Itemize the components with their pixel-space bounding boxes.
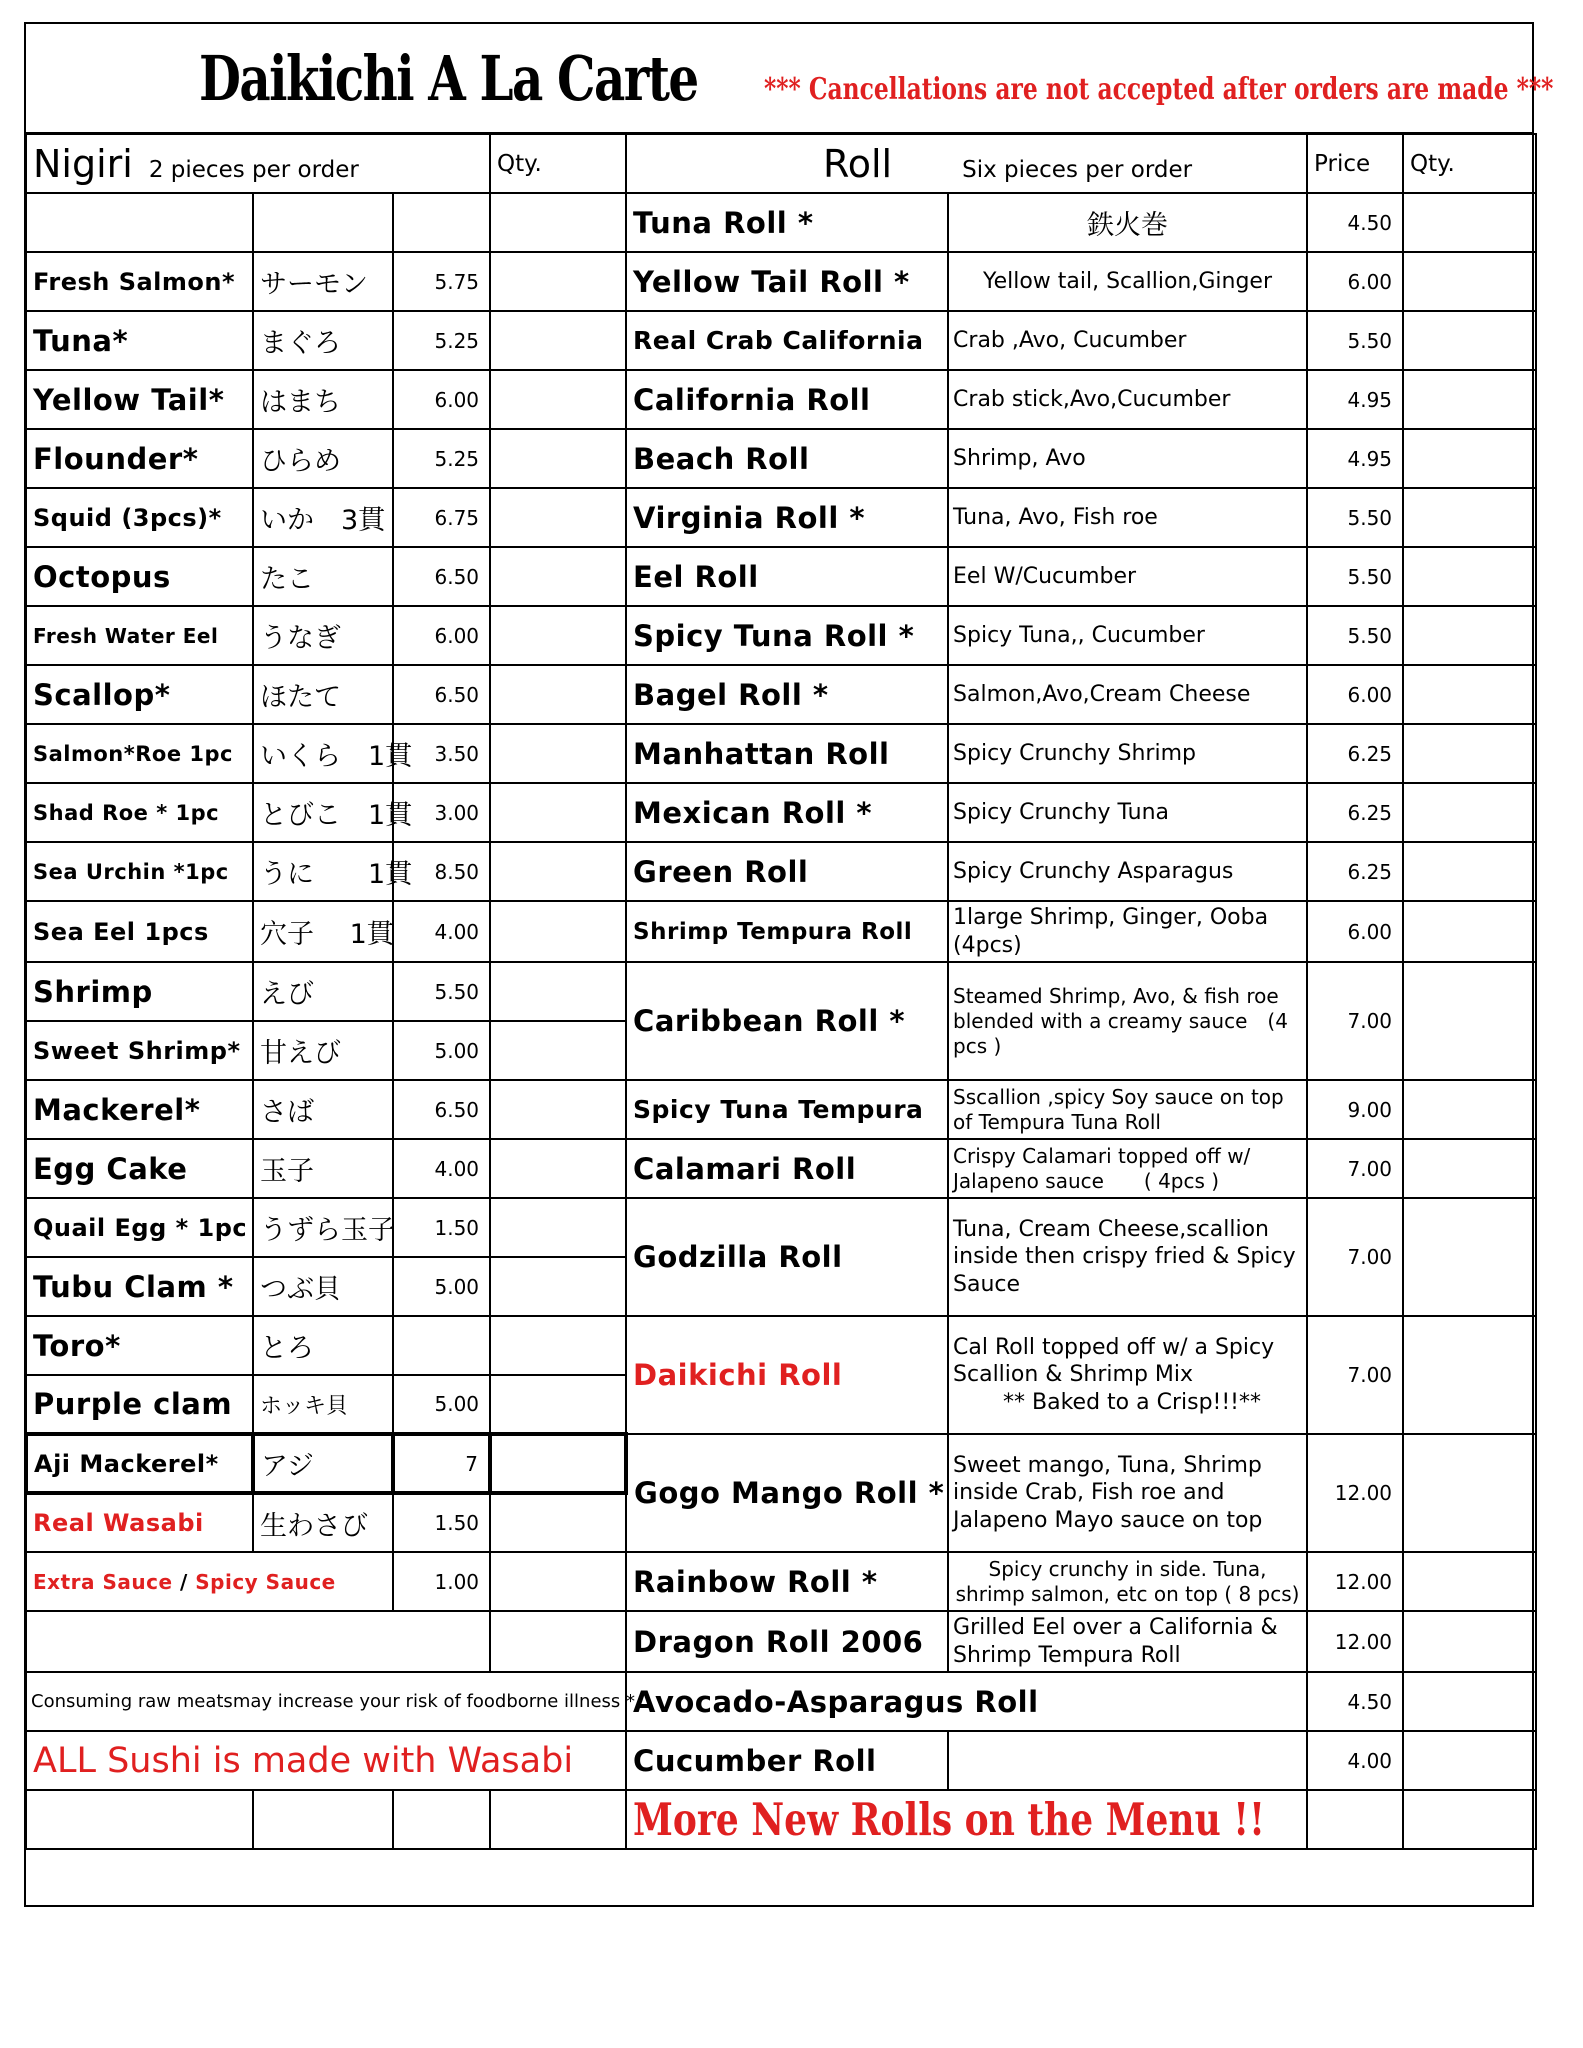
nigiri-jp: たこ xyxy=(253,547,393,606)
table-row xyxy=(26,1552,1536,1611)
qty-cell[interactable] xyxy=(1403,1611,1536,1672)
nigiri-price: 5.00 xyxy=(393,1375,490,1434)
nigiri-name: Tubu Clam * xyxy=(26,1257,253,1316)
roll-desc: Grilled Eel over a California & Shrimp Tempura Roll xyxy=(948,1611,1307,1672)
roll-price: 4.50 xyxy=(1307,193,1403,252)
qty-cell[interactable] xyxy=(1403,783,1536,842)
roll-label: Roll xyxy=(823,141,893,186)
nigiri-name: Sweet Shrimp* xyxy=(26,1021,253,1080)
roll-desc: Shrimp, Avo xyxy=(948,429,1307,488)
qty-cell[interactable] xyxy=(490,193,626,252)
qty-cell[interactable] xyxy=(1403,1434,1536,1552)
roll-subtitle: Six pieces per order xyxy=(962,156,1193,183)
qty-cell[interactable] xyxy=(1403,252,1536,311)
nigiri-jp: ひらめ xyxy=(253,429,393,488)
nigiri-jp: サーモン xyxy=(253,252,393,311)
nigiri-jp: いか 3貫 xyxy=(253,488,393,547)
roll-price: 6.00 xyxy=(1307,665,1403,724)
table-row xyxy=(26,1316,1536,1375)
nigiri-price: 4.00 xyxy=(393,901,490,962)
roll-desc: Sweet mango, Tuna, Shrimp inside Crab, Fish roe and Jalapeno Mayo sauce on top xyxy=(948,1434,1307,1552)
roll-name: Tuna Roll * xyxy=(626,193,948,252)
wasabi-note: ALL Sushi is made with Wasabi xyxy=(26,1731,626,1790)
roll-name: Calamari Roll xyxy=(626,1139,948,1198)
table-row xyxy=(26,547,1536,606)
roll-name: Green Roll xyxy=(626,842,948,901)
more-rolls-cell xyxy=(626,1790,1307,1849)
nigiri-price xyxy=(393,1316,490,1375)
roll-price: 6.00 xyxy=(1307,252,1403,311)
qty-cell[interactable] xyxy=(490,1434,626,1493)
table-row xyxy=(26,193,1536,252)
nigiri-jp: アジ xyxy=(253,1434,393,1493)
qty-cell[interactable] xyxy=(1403,665,1536,724)
table-row xyxy=(26,783,1536,842)
nigiri-name: Quail Egg * 1pc xyxy=(26,1198,253,1257)
roll-desc: Crab stick,Avo,Cucumber xyxy=(948,370,1307,429)
roll-price: 4.50 xyxy=(1307,1672,1403,1731)
nigiri-price: 1.50 xyxy=(393,1198,490,1257)
nigiri-price: 4.00 xyxy=(393,1139,490,1198)
roll-name: Eel Roll xyxy=(626,547,948,606)
nigiri-name: Egg Cake xyxy=(26,1139,253,1198)
qty-cell[interactable] xyxy=(1403,1139,1536,1198)
qty-cell[interactable] xyxy=(490,311,626,370)
nigiri-name: Sea Eel 1pcs xyxy=(26,901,253,962)
nigiri-name: Mackerel* xyxy=(26,1080,253,1139)
qty-cell[interactable] xyxy=(1403,193,1536,252)
nigiri-name: Fresh Salmon* xyxy=(26,252,253,311)
roll-price: 12.00 xyxy=(1307,1611,1403,1672)
table-row xyxy=(26,1672,1536,1731)
roll-name: Real Crab California xyxy=(626,311,948,370)
qty-cell[interactable] xyxy=(490,429,626,488)
roll-price: 7.00 xyxy=(1307,1139,1403,1198)
qty-cell[interactable] xyxy=(490,1257,626,1316)
nigiri-header xyxy=(26,134,490,193)
qty-cell[interactable] xyxy=(490,252,626,311)
roll-name: Spicy Tuna Roll * xyxy=(626,606,948,665)
qty-cell[interactable] xyxy=(490,901,626,962)
table-row xyxy=(26,962,1536,1021)
roll-name: Dragon Roll 2006 xyxy=(626,1611,948,1672)
roll-desc: Eel W/Cucumber xyxy=(948,547,1307,606)
roll-price: 4.95 xyxy=(1307,429,1403,488)
nigiri-jp: まぐろ xyxy=(253,311,393,370)
nigiri-price: 3.00 xyxy=(393,783,490,842)
roll-price: 12.00 xyxy=(1307,1434,1403,1552)
roll-desc: 1large Shrimp, Ginger, Ooba (4pcs) xyxy=(948,901,1307,962)
nigiri-jp: 甘えび xyxy=(253,1021,393,1080)
roll-name: California Roll xyxy=(626,370,948,429)
roll-name-featured: Daikichi Roll xyxy=(626,1316,948,1434)
roll-desc: Tuna, Cream Cheese,scallion inside then crispy fried & Spicy Sauce xyxy=(948,1198,1307,1316)
qty-cell[interactable] xyxy=(490,1080,626,1139)
table-row xyxy=(26,842,1536,901)
nigiri-price: 5.00 xyxy=(393,1257,490,1316)
roll-price: 6.25 xyxy=(1307,842,1403,901)
nigiri-price: 6.50 xyxy=(393,547,490,606)
roll-desc: Spicy Tuna,, Cucumber xyxy=(948,606,1307,665)
qty-cell[interactable] xyxy=(490,1790,626,1849)
nigiri-jp: さば xyxy=(253,1080,393,1139)
roll-name: Mexican Roll * xyxy=(626,783,948,842)
nigiri-jp: いくら 1貫 xyxy=(253,724,393,783)
roll-price: 6.25 xyxy=(1307,724,1403,783)
sauce-item: Extra Sauce / Spicy Sauce xyxy=(26,1552,393,1611)
qty-cell[interactable] xyxy=(490,842,626,901)
nigiri-price: 6.00 xyxy=(393,370,490,429)
roll-price: 7.00 xyxy=(1307,1198,1403,1316)
qty-cell[interactable] xyxy=(490,1493,626,1552)
nigiri-price: 5.75 xyxy=(393,252,490,311)
nigiri-price: 5.50 xyxy=(393,962,490,1021)
table-row xyxy=(26,901,1536,962)
nigiri-name: Scallop* xyxy=(26,665,253,724)
table-row xyxy=(26,488,1536,547)
table-row xyxy=(26,252,1536,311)
nigiri-name: Shrimp xyxy=(26,962,253,1021)
qty-cell[interactable] xyxy=(490,1611,626,1672)
menu-table xyxy=(24,133,1537,1850)
roll-price: 6.00 xyxy=(1307,901,1403,962)
roll-name: Avocado-Asparagus Roll xyxy=(626,1672,1307,1731)
roll-name: Godzilla Roll xyxy=(626,1198,948,1316)
cancellation-note: *** Cancellations are not accepted after orders are made *** xyxy=(764,72,1554,107)
qty-cell[interactable] xyxy=(1403,606,1536,665)
nigiri-jp: はまち xyxy=(253,370,393,429)
roll-desc: Yellow tail, Scallion,Ginger xyxy=(948,252,1307,311)
qty-cell[interactable] xyxy=(1403,1731,1536,1790)
roll-desc: Spicy crunchy in side. Tuna, shrimp salmon, etc on top ( 8 pcs) xyxy=(948,1552,1307,1611)
roll-name: Manhattan Roll xyxy=(626,724,948,783)
raw-food-warning: Consuming raw meatsmay increase your risk of foodborne illness * xyxy=(26,1672,626,1731)
nigiri-name: Sea Urchin *1pc xyxy=(26,842,253,901)
roll-desc: Salmon,Avo,Cream Cheese xyxy=(948,665,1307,724)
qty-cell[interactable] xyxy=(1403,1316,1536,1434)
roll-desc: Cal Roll topped off w/ a Spicy Scallion & Shrimp Mix ** Baked to a Crisp!!!** xyxy=(948,1316,1307,1434)
nigiri-jp: とろ xyxy=(253,1316,393,1375)
roll-desc: 鉄火巻 xyxy=(948,193,1307,252)
qty-cell[interactable] xyxy=(490,1375,626,1434)
qty-cell[interactable] xyxy=(490,370,626,429)
qty-cell[interactable] xyxy=(490,1552,626,1611)
qty-cell[interactable] xyxy=(490,1021,626,1080)
roll-price: 7.00 xyxy=(1307,962,1403,1080)
nigiri-price: 6.50 xyxy=(393,665,490,724)
table-row xyxy=(26,1611,1536,1672)
roll-desc: Spicy Crunchy Shrimp xyxy=(948,724,1307,783)
page-title: Daikichi A La Carte xyxy=(199,42,698,115)
roll-name: Caribbean Roll * xyxy=(626,962,948,1080)
roll-header xyxy=(626,134,1307,193)
roll-name: Shrimp Tempura Roll xyxy=(626,901,948,962)
table-row xyxy=(26,429,1536,488)
nigiri-price: 8.50 xyxy=(393,842,490,901)
roll-name: Yellow Tail Roll * xyxy=(626,252,948,311)
roll-price: 6.25 xyxy=(1307,783,1403,842)
nigiri-price: 7 xyxy=(393,1434,490,1493)
nigiri-jp: うに 1貫 xyxy=(253,842,393,901)
qty-cell[interactable] xyxy=(1403,429,1536,488)
qty-cell[interactable] xyxy=(1403,488,1536,547)
qty-cell[interactable] xyxy=(1403,1198,1536,1316)
nigiri-name: Salmon*Roe 1pc xyxy=(26,724,253,783)
roll-price: 7.00 xyxy=(1307,1316,1403,1434)
nigiri-price: 5.25 xyxy=(393,429,490,488)
more-rolls-note: More New Rolls on the Menu !! xyxy=(633,1793,1265,1846)
nigiri-price: 6.00 xyxy=(393,606,490,665)
roll-desc: Steamed Shrimp, Avo, & fish roe blended with a creamy sauce (4 pcs ) xyxy=(948,962,1307,1080)
qty-cell[interactable] xyxy=(490,488,626,547)
roll-name: Virginia Roll * xyxy=(626,488,948,547)
nigiri-jp: えび xyxy=(253,962,393,1021)
price-header: Price xyxy=(1307,134,1403,193)
roll-desc: Spicy Crunchy Tuna xyxy=(948,783,1307,842)
nigiri-name: Tuna* xyxy=(26,311,253,370)
roll-price: 9.00 xyxy=(1307,1080,1403,1139)
table-row xyxy=(26,1139,1536,1198)
nigiri-jp: うなぎ xyxy=(253,606,393,665)
nigiri-price: 6.50 xyxy=(393,1080,490,1139)
roll-price: 4.95 xyxy=(1307,370,1403,429)
nigiri-name: Purple clam xyxy=(26,1375,253,1434)
menu-header xyxy=(24,22,1554,134)
table-row xyxy=(26,1434,1536,1493)
nigiri-name: Shad Roe * 1pc xyxy=(26,783,253,842)
qty-cell[interactable] xyxy=(1403,842,1536,901)
qty-cell[interactable] xyxy=(1403,901,1536,962)
qty-header-right: Qty. xyxy=(1403,134,1536,193)
nigiri-price: 6.75 xyxy=(393,488,490,547)
qty-cell[interactable] xyxy=(490,665,626,724)
nigiri-name: Yellow Tail* xyxy=(26,370,253,429)
roll-price: 4.00 xyxy=(1307,1731,1403,1790)
table-row xyxy=(26,665,1536,724)
column-header-row xyxy=(26,134,1536,193)
table-row xyxy=(26,1198,1536,1257)
roll-name: Beach Roll xyxy=(626,429,948,488)
nigiri-price: 3.50 xyxy=(393,724,490,783)
nigiri-name: Toro* xyxy=(26,1316,253,1375)
table-row xyxy=(26,1790,1536,1849)
nigiri-price: 5.00 xyxy=(393,1021,490,1080)
roll-price: 5.50 xyxy=(1307,311,1403,370)
nigiri-label: Nigiri xyxy=(33,141,133,186)
qty-cell[interactable] xyxy=(1403,1080,1536,1139)
roll-name: Bagel Roll * xyxy=(626,665,948,724)
table-row xyxy=(26,1731,1536,1790)
roll-price: 5.50 xyxy=(1307,488,1403,547)
qty-cell[interactable] xyxy=(490,1316,626,1375)
roll-desc: Crispy Calamari topped off w/ Jalapeno sauce ( 4pcs ) xyxy=(948,1139,1307,1198)
roll-name: Spicy Tuna Tempura xyxy=(626,1080,948,1139)
qty-cell[interactable] xyxy=(1403,1672,1536,1731)
roll-desc: Sscallion ,spicy Soy sauce on top of Tempura Tuna Roll xyxy=(948,1080,1307,1139)
roll-name: Cucumber Roll xyxy=(626,1731,948,1790)
qty-cell[interactable] xyxy=(1403,547,1536,606)
qty-cell[interactable] xyxy=(490,1139,626,1198)
nigiri-name: Octopus xyxy=(26,547,253,606)
nigiri-price: 1.50 xyxy=(393,1493,490,1552)
qty-cell[interactable] xyxy=(490,1198,626,1257)
roll-name: Gogo Mango Roll * xyxy=(626,1434,948,1552)
qty-cell[interactable] xyxy=(490,606,626,665)
qty-header-left: Qty. xyxy=(490,134,626,193)
roll-desc: Crab ,Avo, Cucumber xyxy=(948,311,1307,370)
nigiri-name: Aji Mackerel* xyxy=(26,1434,253,1493)
nigiri-jp: 玉子 xyxy=(253,1139,393,1198)
qty-cell[interactable] xyxy=(1403,962,1536,1080)
table-row xyxy=(26,606,1536,665)
roll-price: 5.50 xyxy=(1307,547,1403,606)
nigiri-name: Fresh Water Eel xyxy=(26,606,253,665)
nigiri-jp: 穴子 1貫 xyxy=(253,901,393,962)
table-row xyxy=(26,311,1536,370)
qty-cell[interactable] xyxy=(490,783,626,842)
qty-cell[interactable] xyxy=(1403,311,1536,370)
qty-cell[interactable] xyxy=(1403,370,1536,429)
nigiri-jp: とびこ 1貫 xyxy=(253,783,393,842)
qty-cell[interactable] xyxy=(1403,1790,1536,1849)
nigiri-jp: つぶ貝 xyxy=(253,1257,393,1316)
nigiri-name: Real Wasabi xyxy=(26,1493,253,1552)
nigiri-price: 5.25 xyxy=(393,311,490,370)
qty-cell[interactable] xyxy=(1403,724,1536,783)
qty-cell[interactable] xyxy=(490,962,626,1021)
nigiri-name: Squid (3pcs)* xyxy=(26,488,253,547)
nigiri-name: Flounder* xyxy=(26,429,253,488)
nigiri-jp: 生わさび xyxy=(253,1493,393,1552)
nigiri-jp: うずら玉子 xyxy=(253,1198,393,1257)
table-row xyxy=(26,370,1536,429)
roll-desc: Tuna, Avo, Fish roe xyxy=(948,488,1307,547)
roll-desc: Spicy Crunchy Asparagus xyxy=(948,842,1307,901)
qty-cell[interactable] xyxy=(1403,1552,1536,1611)
nigiri-price: 1.00 xyxy=(393,1552,490,1611)
roll-price: 5.50 xyxy=(1307,606,1403,665)
table-row xyxy=(26,724,1536,783)
roll-desc xyxy=(948,1731,1307,1790)
qty-cell[interactable] xyxy=(490,724,626,783)
roll-name: Rainbow Roll * xyxy=(626,1552,948,1611)
nigiri-jp: ほたて xyxy=(253,665,393,724)
table-row xyxy=(26,1080,1536,1139)
nigiri-jp: ホッキ貝 xyxy=(253,1375,393,1434)
qty-cell[interactable] xyxy=(490,547,626,606)
roll-price: 12.00 xyxy=(1307,1552,1403,1611)
nigiri-subtitle: 2 pieces per order xyxy=(148,156,359,183)
